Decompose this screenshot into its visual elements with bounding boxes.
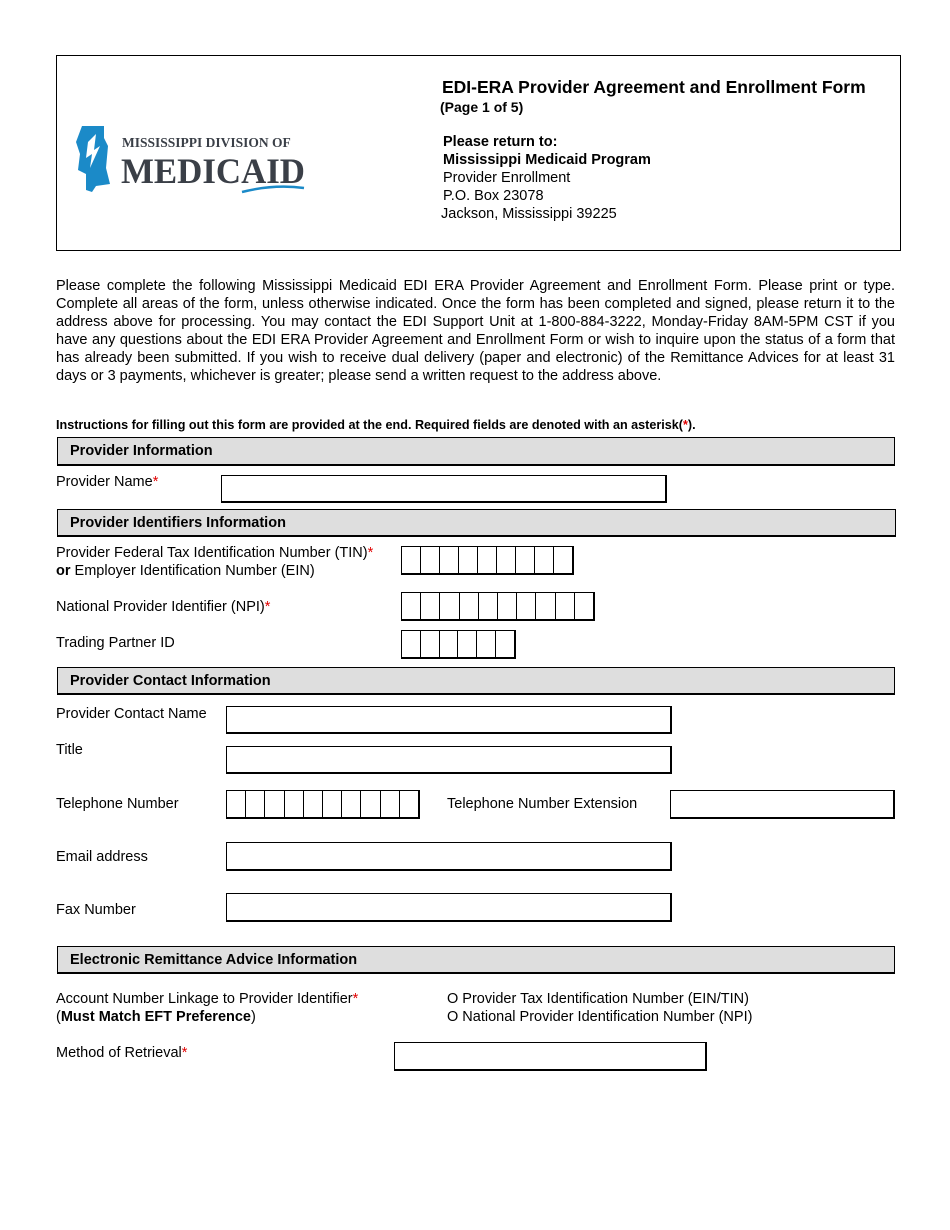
instructions-note: Instructions for filling out this form are provided at the end. Required fields are denoted with an asterisk(*).	[56, 418, 696, 432]
title-input[interactable]	[226, 746, 672, 774]
fax-label: Fax Number	[56, 902, 136, 918]
option-tin-radio[interactable]: O Provider Tax Identification Number (EIN/TIN)	[447, 991, 749, 1007]
email-input[interactable]	[226, 842, 672, 871]
account-linkage-label: Account Number Linkage to Provider Identifier*	[56, 991, 359, 1007]
section-provider-information: Provider Information	[57, 437, 895, 466]
option-npi-radio[interactable]: O National Provider Identification Number (NPI)	[447, 1009, 753, 1025]
contact-name-label: Provider Contact Name	[56, 706, 207, 722]
medicaid-logo	[74, 124, 314, 198]
tin-label: Provider Federal Tax Identification Number (TIN)*	[56, 545, 374, 561]
return-to-label: Please return to:	[443, 134, 558, 150]
telephone-input[interactable]	[226, 790, 420, 819]
section-era-information: Electronic Remittance Advice Information	[57, 946, 895, 974]
ein-label: or Employer Identification Number (EIN)	[56, 563, 315, 579]
intro-paragraph: Please complete the following Mississippi Medicaid EDI ERA Provider Agreement and Enrollment Form. Please print or type. Complete all areas of the form, unless otherwise indicated. Once the form has been completed and signed, please return it to the address above for processing. You may contact the EDI Support Unit at 1-800-884-3222, Monday-Friday 8AM-5PM CST if you have any questions about the EDI ERA Provider Agreement and Enrollment Form or wish to inquire upon the status of a form that has already been submitted. If you wish to receive dual delivery (paper and electronic) of the Remittance Advices for at least 31 days or 3 payments, whichever is greater; please send a written request to the address above.	[56, 278, 895, 384]
section-provider-identifiers: Provider Identifiers Information	[57, 509, 896, 537]
must-match-note: (Must Match EFT Preference)	[56, 1009, 256, 1025]
contact-name-input[interactable]	[226, 706, 672, 734]
method-retrieval-input[interactable]	[394, 1042, 707, 1071]
logo-line1: MISSISSIPPI DIVISION OF	[122, 135, 291, 150]
method-retrieval-label: Method of Retrieval*	[56, 1045, 188, 1061]
trading-partner-input[interactable]	[401, 630, 516, 659]
trading-partner-label: Trading Partner ID	[56, 635, 175, 651]
title-label: Title	[56, 742, 83, 758]
email-label: Email address	[56, 849, 148, 865]
form-title: EDI-ERA Provider Agreement and Enrollment Form	[442, 77, 866, 97]
provider-name-input[interactable]	[221, 475, 667, 503]
npi-label: National Provider Identifier (NPI)*	[56, 599, 271, 615]
section-provider-contact: Provider Contact Information	[57, 667, 895, 695]
npi-input[interactable]	[401, 592, 595, 621]
form-page-number: (Page 1 of 5)	[440, 99, 524, 115]
provider-name-label: Provider Name*	[56, 474, 159, 490]
return-dept: Provider Enrollment	[443, 170, 571, 186]
return-city: Jackson, Mississippi 39225	[441, 206, 617, 222]
tin-input[interactable]	[401, 546, 574, 575]
telephone-label: Telephone Number	[56, 796, 179, 812]
telephone-ext-label: Telephone Number Extension	[447, 796, 638, 812]
fax-input[interactable]	[226, 893, 672, 922]
logo-line2: MEDICAID	[121, 151, 305, 191]
return-po-box: P.O. Box 23078	[443, 188, 544, 204]
return-org: Mississippi Medicaid Program	[443, 152, 651, 168]
telephone-ext-input[interactable]	[670, 790, 895, 819]
